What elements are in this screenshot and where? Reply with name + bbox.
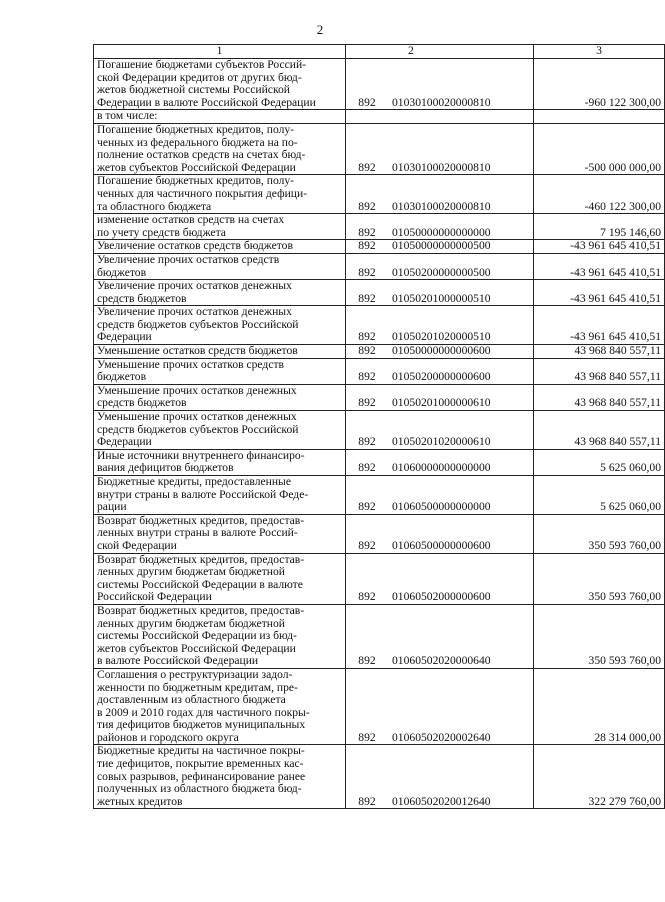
row-admin-code-cell xyxy=(346,110,389,124)
row-classification-code-cell: 01050000000000500 xyxy=(388,240,534,254)
row-admin-code-cell: 892 xyxy=(346,668,389,745)
row-classification-code-cell: 01050000000000600 xyxy=(388,345,534,359)
row-classification-code-cell: 01060500000000600 xyxy=(388,514,534,553)
row-amount-cell: 5 625 060,00 xyxy=(534,476,665,515)
table-row xyxy=(94,280,665,306)
row-admin-code-cell: 892 xyxy=(346,514,389,553)
row-amount-cell: 43 968 840 557,11 xyxy=(534,411,665,450)
row-name-cell: Возврат бюджетных кредитов, предостав- ленных другим бюджетам бюджетной системы Российской Федерации из бюд- жетов субъектов Российской Федерации в валюте Российской Федерации xyxy=(94,604,346,668)
row-classification-code-cell: 01060502020012640 xyxy=(388,745,534,809)
row-amount-cell: 5 625 060,00 xyxy=(534,449,665,475)
table-row xyxy=(94,449,665,475)
row-classification-code-cell: 01050201020000610 xyxy=(388,411,534,450)
row-amount-cell: -500 000 000,00 xyxy=(534,123,665,174)
table-row xyxy=(94,604,665,668)
row-amount-cell xyxy=(534,110,665,124)
table-row xyxy=(94,110,665,124)
table-row xyxy=(94,59,665,110)
table-row xyxy=(94,240,665,254)
table-row xyxy=(94,358,665,384)
row-amount-cell: -460 122 300,00 xyxy=(534,175,665,214)
row-admin-code-cell: 892 xyxy=(346,253,389,279)
row-classification-code-cell: 01050201000000510 xyxy=(388,280,534,306)
row-name-cell: Увеличение прочих остатков денежных средств бюджетов xyxy=(94,280,346,306)
row-name-cell: Уменьшение остатков средств бюджетов xyxy=(94,345,346,359)
row-name-cell: Уменьшение прочих остатков денежных средств бюджетов xyxy=(94,384,346,410)
row-classification-code-cell: 01060500000000000 xyxy=(388,476,534,515)
row-amount-cell: -43 961 645 410,51 xyxy=(534,280,665,306)
row-name-cell: Возврат бюджетных кредитов, предостав- ленных внутри страны в валюте Россий- ской Федерации xyxy=(94,514,346,553)
table-row xyxy=(94,476,665,515)
table-header-row xyxy=(94,45,665,59)
row-classification-code-cell: 01050200000000600 xyxy=(388,358,534,384)
row-admin-code-cell: 892 xyxy=(346,553,389,604)
row-name-cell: Погашение бюджетами субъектов Россий- ской Федерации кредитов от других бюд- жетов бюджетной системы Российской Федерации в валюте Российской Федерации xyxy=(94,59,346,110)
row-admin-code-cell: 892 xyxy=(346,280,389,306)
row-classification-code-cell: 01050000000000000 xyxy=(388,214,534,240)
row-admin-code-cell: 892 xyxy=(346,175,389,214)
row-classification-code-cell: 01030100020000810 xyxy=(388,175,534,214)
row-admin-code-cell: 892 xyxy=(346,411,389,450)
row-classification-code-cell xyxy=(388,110,534,124)
row-admin-code-cell: 892 xyxy=(346,358,389,384)
row-classification-code-cell: 01050201020000510 xyxy=(388,306,534,345)
row-name-cell: Погашение бюджетных кредитов, полу- ченных для частичного покрытия дефици- та областного бюджета xyxy=(94,175,346,214)
row-classification-code-cell: 01030100020000810 xyxy=(388,123,534,174)
row-admin-code-cell: 892 xyxy=(346,59,389,110)
page-number: 2 xyxy=(316,22,324,37)
row-admin-code-cell: 892 xyxy=(346,123,389,174)
header-col-2-left xyxy=(346,45,389,59)
row-admin-code-cell: 892 xyxy=(346,449,389,475)
header-col-1: 1 xyxy=(94,45,346,59)
row-admin-code-cell: 892 xyxy=(346,476,389,515)
row-amount-cell: 43 968 840 557,11 xyxy=(534,358,665,384)
row-classification-code-cell: 01060502000000600 xyxy=(388,553,534,604)
row-name-cell: Уменьшение прочих остатков денежных средств бюджетов субъектов Российской Федерации xyxy=(94,411,346,450)
row-name-cell: Иные источники внутреннего финансиро- вания дефицитов бюджетов xyxy=(94,449,346,475)
row-amount-cell: 322 279 760,00 xyxy=(534,745,665,809)
row-amount-cell: 7 195 146,60 xyxy=(534,214,665,240)
row-amount-cell: -43 961 645 410,51 xyxy=(534,240,665,254)
budget-sources-table xyxy=(93,44,665,809)
row-name-cell: Уменьшение прочих остатков средств бюджетов xyxy=(94,358,346,384)
row-amount-cell: 350 593 760,00 xyxy=(534,553,665,604)
table-row xyxy=(94,345,665,359)
row-amount-cell: 43 968 840 557,11 xyxy=(534,345,665,359)
row-amount-cell: 28 314 000,00 xyxy=(534,668,665,745)
row-classification-code-cell: 01050200000000500 xyxy=(388,253,534,279)
table-row xyxy=(94,306,665,345)
row-admin-code-cell: 892 xyxy=(346,604,389,668)
table-row xyxy=(94,553,665,604)
row-amount-cell: 43 968 840 557,11 xyxy=(534,384,665,410)
row-classification-code-cell: 01050201000000610 xyxy=(388,384,534,410)
row-name-cell: Увеличение остатков средств бюджетов xyxy=(94,240,346,254)
row-amount-cell: 350 593 760,00 xyxy=(534,604,665,668)
row-name-cell: Бюджетные кредиты, предоставленные внутри страны в валюте Российской Феде- рации xyxy=(94,476,346,515)
row-admin-code-cell: 892 xyxy=(346,214,389,240)
table-row xyxy=(94,514,665,553)
table-row xyxy=(94,668,665,745)
row-name-cell: Увеличение прочих остатков средств бюджетов xyxy=(94,253,346,279)
header-col-2: 2 xyxy=(388,45,534,59)
row-amount-cell: -43 961 645 410,51 xyxy=(534,253,665,279)
table-row xyxy=(94,384,665,410)
row-admin-code-cell: 892 xyxy=(346,745,389,809)
table-row xyxy=(94,411,665,450)
row-name-cell: Бюджетные кредиты на частичное покры- тие дефицитов, покрытие временных кас- совых разрывов, рефинансирование ранее полученных из областного бюджета бюд- жетных кредитов xyxy=(94,745,346,809)
row-name-cell: Погашение бюджетных кредитов, полу- ченных из федерального бюджета на по- полнение остатков средств на счетах бюд- жетов субъектов Российской Федерации xyxy=(94,123,346,174)
row-classification-code-cell: 01030100020000810 xyxy=(388,59,534,110)
row-name-cell: Возврат бюджетных кредитов, предостав- ленных другим бюджетам бюджетной системы Российской Федерации в валюте Российской Федерации xyxy=(94,553,346,604)
row-amount-cell: -960 122 300,00 xyxy=(534,59,665,110)
table-row xyxy=(94,214,665,240)
row-admin-code-cell: 892 xyxy=(346,384,389,410)
table-row xyxy=(94,253,665,279)
row-amount-cell: -43 961 645 410,51 xyxy=(534,306,665,345)
row-admin-code-cell: 892 xyxy=(346,345,389,359)
row-name-cell: изменение остатков средств на счетах по учету средств бюджета xyxy=(94,214,346,240)
row-amount-cell: 350 593 760,00 xyxy=(534,514,665,553)
row-classification-code-cell: 01060000000000000 xyxy=(388,449,534,475)
row-name-cell: Соглашения о реструктуризации задол- женности по бюджетным кредитам, пре- доставленным из областного бюджета в 2009 и 2010 годах для частичного покры- тия дефицитов бюджетов муниципальных районов и городского округа xyxy=(94,668,346,745)
row-admin-code-cell: 892 xyxy=(346,240,389,254)
header-col-3: 3 xyxy=(534,45,665,59)
row-classification-code-cell: 01060502020000640 xyxy=(388,604,534,668)
row-name-cell: в том числе: xyxy=(94,110,346,124)
table-row xyxy=(94,175,665,214)
row-name-cell: Увеличение прочих остатков денежных средств бюджетов субъектов Российской Федерации xyxy=(94,306,346,345)
table-row xyxy=(94,123,665,174)
table-row xyxy=(94,745,665,809)
row-admin-code-cell: 892 xyxy=(346,306,389,345)
row-classification-code-cell: 01060502020002640 xyxy=(388,668,534,745)
